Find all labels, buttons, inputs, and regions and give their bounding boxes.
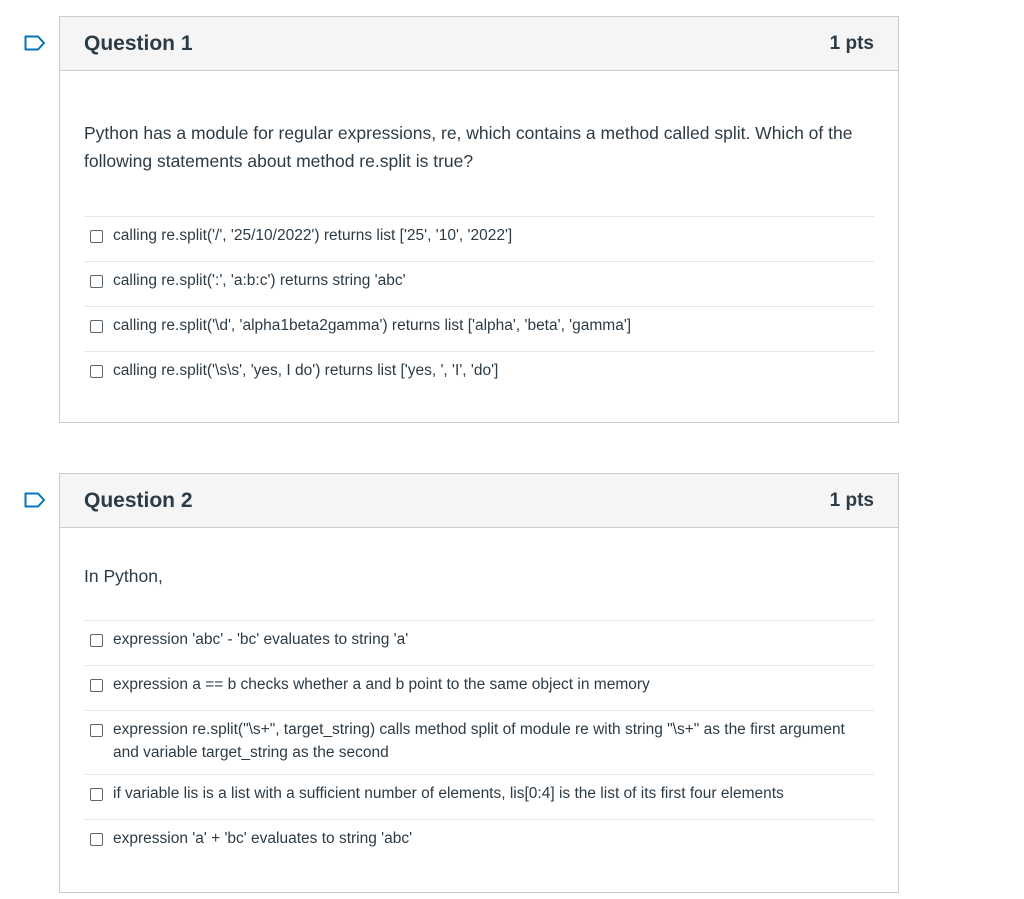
answer-label: calling re.split(':', 'a:b:c') returns string 'abc' bbox=[113, 272, 406, 289]
checkbox-icon[interactable] bbox=[90, 679, 103, 692]
answer-list bbox=[84, 216, 874, 396]
question-text: Python has a module for regular expressions, re, which contains a method called split. Which of the following statements about method re.split is true? bbox=[84, 123, 853, 171]
question-body bbox=[60, 528, 898, 864]
answer-option[interactable] bbox=[84, 819, 874, 864]
answer-option[interactable] bbox=[84, 710, 874, 774]
checkbox-icon[interactable] bbox=[90, 724, 103, 737]
answer-option[interactable] bbox=[84, 216, 874, 261]
answer-label: expression a == b checks whether a and b point to the same object in memory bbox=[113, 676, 650, 693]
answer-label: if variable lis is a list with a sufficient number of elements, lis[0:4] is the list of its first four elements bbox=[113, 785, 784, 802]
checkbox-icon[interactable] bbox=[90, 833, 103, 846]
answer-label: expression 'a' + 'bc' evaluates to string 'abc' bbox=[113, 830, 413, 847]
flag-question-icon[interactable] bbox=[24, 492, 46, 508]
question-header bbox=[60, 17, 898, 71]
answer-list bbox=[84, 620, 874, 864]
answer-label: expression 'abc' - 'bc' evaluates to string 'a' bbox=[113, 631, 409, 648]
checkbox-icon[interactable] bbox=[90, 365, 103, 378]
checkbox-icon[interactable] bbox=[90, 230, 103, 243]
answer-option[interactable] bbox=[84, 774, 874, 819]
question-title: Question 1 bbox=[84, 31, 193, 55]
question-card bbox=[59, 16, 899, 423]
question-points: 1 pts bbox=[829, 489, 874, 511]
checkbox-icon[interactable] bbox=[90, 320, 103, 333]
question-body bbox=[60, 71, 898, 396]
question-points: 1 pts bbox=[829, 32, 874, 54]
answer-option[interactable] bbox=[84, 351, 874, 396]
answer-label: expression re.split("\s+", target_string) calls method split of module re with string "\s+" as the first argument and variable target_string as the second bbox=[113, 721, 845, 761]
question-text: In Python, bbox=[84, 566, 163, 586]
answer-option[interactable] bbox=[84, 306, 874, 351]
question-card bbox=[59, 473, 899, 893]
question-header bbox=[60, 474, 898, 528]
checkbox-icon[interactable] bbox=[90, 634, 103, 647]
answer-option[interactable] bbox=[84, 261, 874, 306]
flag-question-icon[interactable] bbox=[24, 35, 46, 51]
answer-label: calling re.split('/', '25/10/2022') returns list ['25', '10', '2022'] bbox=[113, 227, 513, 244]
answer-label: calling re.split('\s\s', 'yes, I do') returns list ['yes, ', 'I', 'do'] bbox=[113, 362, 499, 379]
question-title: Question 2 bbox=[84, 488, 193, 512]
checkbox-icon[interactable] bbox=[90, 788, 103, 801]
checkbox-icon[interactable] bbox=[90, 275, 103, 288]
answer-label: calling re.split('\d', 'alpha1beta2gamma') returns list ['alpha', 'beta', 'gamma'] bbox=[113, 317, 632, 334]
answer-option[interactable] bbox=[84, 620, 874, 665]
answer-option[interactable] bbox=[84, 665, 874, 710]
